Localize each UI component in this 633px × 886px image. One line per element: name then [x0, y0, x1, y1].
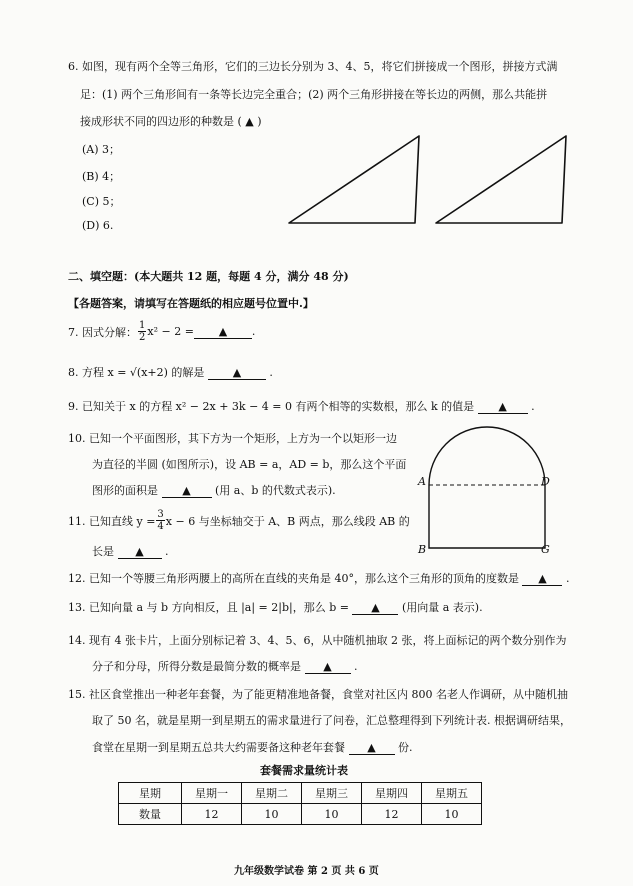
table-cell: 12	[362, 804, 422, 825]
q10-line2: 为直径的半圆 (如图所示)，设 AB = a，AD = b，那么这个平面	[92, 458, 407, 471]
q10-line3	[92, 482, 336, 498]
section2-note: 【各题答案，请填写在答题纸的相应题号位置中.】	[68, 297, 314, 310]
q12-text: 12. 已知一个等腰三角形两腰上的高所在直线的夹角是 40°，那么这个三角形的顶角的度数是	[68, 572, 519, 585]
table-cell: 10	[302, 804, 362, 825]
q10-label-b: B	[418, 543, 427, 556]
q7-prefix: 7. 因式分解：	[68, 325, 137, 339]
q7-denominator: 2	[139, 332, 146, 343]
table-cell: 12	[182, 804, 242, 825]
q10-label-d: D	[541, 475, 550, 488]
q6-option-d: (D) 6.	[82, 219, 114, 232]
q12-answer-blank: ▲	[522, 572, 562, 586]
q9	[68, 398, 535, 414]
q8-answer-blank: ▲	[208, 366, 266, 380]
q15-end: 份.	[398, 741, 413, 754]
q15-line3	[92, 739, 413, 755]
table-cell: 10	[242, 804, 302, 825]
q9-end: .	[531, 400, 535, 413]
q14-answer-blank: ▲	[305, 660, 351, 674]
table-header-cell: 星期	[119, 783, 182, 804]
q7-expression: x² − 2 =	[147, 325, 194, 338]
q11-fraction	[156, 509, 164, 532]
q7-answer-blank: ▲	[194, 325, 252, 339]
q11-end: .	[165, 545, 169, 558]
page-footer: 九年级数学试卷 第 2 页 共 6 页	[234, 866, 379, 877]
q10-line3-suffix: (用 a、b 的代数式表示).	[215, 484, 336, 497]
q14-line2	[92, 658, 358, 674]
q7-end: .	[251, 325, 256, 338]
q10-line1: 10. 已知一个平面图形，其下方为一个矩形，上方为一个以矩形一边	[68, 432, 397, 445]
table-title: 套餐需求量统计表	[260, 764, 348, 777]
table-row	[119, 804, 482, 825]
q15-line1: 15. 社区食堂推出一种老年套餐，为了能更精准地备餐，食堂对社区内 800 名老人作调研，从中随机抽	[68, 688, 568, 701]
q6-option-c: (C) 5；	[82, 195, 121, 208]
q6-line2: 足：(1) 两个三角形间有一条等长边完全重合；(2) 两个三角形拼接在等长边的两侧，那么共能拼	[80, 88, 548, 101]
q10-answer-blank: ▲	[162, 484, 212, 498]
q11-answer-blank: ▲	[118, 545, 162, 559]
table-header-row	[119, 783, 482, 804]
q10-figure	[412, 418, 562, 560]
q10-line3-prefix: 图形的面积是	[92, 484, 158, 497]
q9-text: 9. 已知关于 x 的方程 x² − 2x + 3k − 4 = 0 有两个相等的实数根，那么 k 的值是	[68, 400, 475, 413]
q11-line2	[92, 543, 169, 559]
q6-line1: 6. 如图，现有两个全等三角形，它们的三边长分别为 3、4、5，将它们拼接成一个图形，拼接方式满	[68, 60, 558, 73]
q8	[68, 364, 273, 380]
table-header-cell: 星期五	[422, 783, 482, 804]
q11-numerator: 3	[157, 509, 164, 520]
table-header-cell: 星期三	[302, 783, 362, 804]
section2-title: 二、填空题：(本大题共 12 题，每题 4 分，满分 48 分)	[68, 270, 349, 283]
triangle-figure-right	[432, 132, 572, 228]
q7-fraction	[138, 320, 146, 343]
q11-suffix: x − 6 与坐标轴交于 A、B 两点，那么线段 AB 的	[165, 514, 410, 528]
q10-label-a: A	[418, 475, 426, 488]
q13-end: (用向量 a 表示).	[401, 601, 483, 614]
q14-line1: 14. 现有 4 张卡片，上面分别标记着 3、4、5、6，从中随机抽取 2 张，将上面标记的两个数分别作为	[68, 634, 567, 647]
q14-end: .	[354, 660, 358, 673]
q7-numerator: 1	[139, 320, 146, 331]
q8-end: .	[269, 366, 273, 379]
table-header-cell: 星期二	[242, 783, 302, 804]
q15-answer-blank: ▲	[349, 741, 395, 755]
q13	[68, 599, 483, 615]
q11-denominator: 4	[157, 521, 164, 532]
table-header-cell: 星期四	[362, 783, 422, 804]
table-cell: 10	[422, 804, 482, 825]
q15-line2: 取了 50 名，就是星期一到星期五的需求量进行了问卷，汇总整理得到下列统计表. 根据调研结果，	[92, 714, 571, 727]
q12-end: .	[565, 572, 570, 585]
q6-option-a: (A) 3；	[82, 143, 121, 156]
q8-text: 8. 方程 x = √(x+2) 的解是	[68, 366, 205, 379]
q6-line3: 接成形状不同的四边形的种数是 ( ▲ )	[80, 115, 262, 128]
q11-line2-prefix: 长是	[92, 545, 114, 558]
q9-answer-blank: ▲	[478, 400, 528, 414]
q6-option-b: (B) 4；	[82, 170, 121, 183]
q10-label-g: G	[541, 543, 550, 556]
q15-line3-prefix: 食堂在星期一到星期五总共大约需要备这种老年套餐	[92, 741, 345, 754]
q12	[68, 570, 569, 586]
q11-prefix: 11. 已知直线 y =	[68, 514, 156, 528]
triangle-figure-left	[285, 132, 425, 228]
table-cell: 数量	[119, 804, 182, 825]
q11-line1	[68, 509, 410, 532]
table-header-cell: 星期一	[182, 783, 242, 804]
q14-line2-prefix: 分子和分母，所得分数是最简分数的概率是	[92, 660, 301, 673]
q7	[68, 320, 255, 343]
demand-table	[118, 782, 482, 825]
q13-answer-blank: ▲	[352, 601, 398, 615]
q13-text: 13. 已知向量 a 与 b 方向相反，且 |a| = 2|b|，那么 b =	[68, 601, 349, 614]
